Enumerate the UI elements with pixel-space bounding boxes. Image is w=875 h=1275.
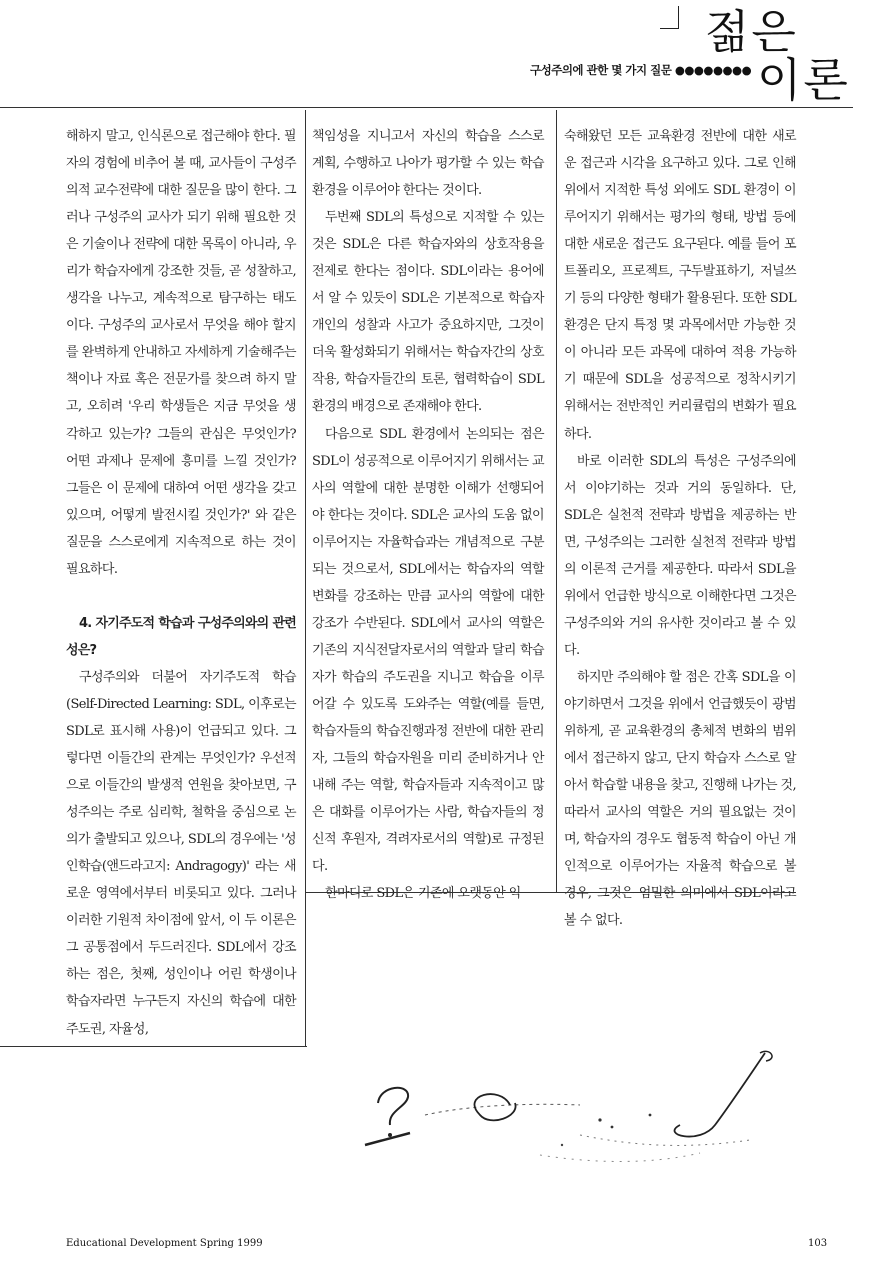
section-heading: 4. 자기주도적 학습과 구성주의와의 관련성은? (66, 615, 296, 658)
paragraph: 숙해왔던 모든 교육환경 전반에 대한 새로운 접근과 시각을 요구하고 있다. 그로 인해 위에서 지적한 특성 외에도 SDL 환경이 이루어지기 위해서는 평가의 형태, 방법 등에 대한 새로운 접근도 요구된다. 예를 들어 포트폴리오, 프로젝트, 구두발표하기, 저널쓰기 등의 다양한 형태가 활용된다. 또한 SDL 환경은 단지 특정 몇 과목에서만 가능한 것이 아니라 모든 과목에 대하여 적용 가능하기 때문에 SDL을 성공적으로 정착시키기 위해서는 전반적인 커리큘럼의 변화가 필요하다. (564, 129, 796, 442)
paragraph: 하지만 주의해야 할 점은 간혹 SDL을 이야기하면서 그것을 위에서 언급했듯이 광범위하게, 곧 교육환경의 총체적 변화의 범위에서 접근하지 않고, 단지 학습자 스스로 알아서 학습할 내용을 찾고, 진행해 나가는 것, 따라서 교사의 역할은 거의 필요없는 것이며, 학습자의 경우도 협동적 학습이 아닌 개인적으로 이루어가는 자율적 학습으로 볼 경우, 그것은 엄밀한 의미에서 SDL이라고 볼 수 없다. (564, 669, 796, 929)
footer-page-number: 103 (808, 1238, 828, 1249)
header-title (705, 5, 855, 107)
column-divider-2 (556, 110, 557, 892)
paragraph: 다음으로 SDL 환경에서 논의되는 점은 SDL이 성공적으로 이루어지기 위해서는 교사의 역할에 대한 분명한 이해가 선행되어야 한다는 것이다. SDL은 교사의 도움 없이 이루어지는 자율학습과는 개념적으로 구분되는 것으로서, SDL에서는 학습자의 역할변화를 강조하는 만큼 교사의 역할에 대한 강조가 수반된다. SDL에서 교사의 역할은 기존의 지식전달자로서의 역할과 달리 학습자가 학습의 주도권을 지니고 학습을 이루어갈 수 있도록 도와주는 역할(예를 들면, 학습자들의 학습진행과정 전반에 대한 관리자, 그들의 학습자원을 미리 준비하거나 안내해 주는 역할, 학습자들과 지속적이고 많은 대화를 이루어가는 사람, 학습자들의 정신적 후원자, 격려자로서의 역할)로 규정된다. (312, 426, 544, 875)
mid-rule (306, 892, 796, 893)
header-title-line1: 젊은 (705, 5, 798, 59)
paragraph: 한마디로 SDL은 기존에 오랫동안 익 (325, 886, 521, 902)
paragraph: 해하지 말고, 인식론으로 접근해야 한다. 필자의 경험에 비추어 볼 때, 교사들이 구성주의적 교수전략에 대한 질문을 많이 한다. 그러나 구성주의 교사가 되기 위해 필요한 것은 기술이나 전략에 대한 목록이 아니라, 우리가 학습자에게 강조한 것들, 곧 성찰하고, 생각을 나누고, 계속적으로 탐구하는 태도이다. 구성주의 교사로서 무엇을 해야 할지를 완벽하게 안내하고 자세하게 기술해주는 책이나 자료 혹은 전문가를 찾으려 하지 말고, 오히려 '우리 학생들은 지금 무엇을 생각하고 있는가? 그들의 관심은 무엇인가? 어떤 과제나 문제에 흥미를 느낄 것인가? 그들은 이 문제에 대하여 어떤 생각을 갖고 있으며, 어떻게 발전시킬 것인가?' 와 같은 질문을 스스로에게 지속적으로 하는 것이 필요하다. (66, 129, 296, 577)
column-3 (564, 123, 796, 934)
top-rule (0, 107, 853, 108)
paragraph: 두번째 SDL의 특성으로 지적할 수 있는 것은 SDL은 다른 학습자와의 상호작용을 전제로 한다는 점이다. SDL이라는 용어에서 알 수 있듯이 SDL은 기본적으로 학습자 개인의 성찰과 사고가 중요하지만, 그것이 더욱 활성화되기 위해서는 학습자간의 상호작용, 학습자들간의 토론, 협력학습이 SDL 환경의 배경으로 존재해야 한다. (312, 210, 544, 415)
paragraph: 바로 이러한 SDL의 특성은 구성주의에서 이야기하는 것과 거의 동일하다. 단, SDL은 실천적 전략과 방법을 제공하는 반면, 구성주의는 그러한 실천적 전략과 방법의 이론적 근거를 제공한다. 따라서 SDL을 위에서 언급한 방식으로 이해한다면 그것은 구성주의와 거의 유사한 것이라고 볼 수 있다. (564, 453, 796, 658)
column-2 (312, 123, 544, 907)
footer-journal: Educational Development Spring 1999 (66, 1238, 263, 1249)
column-1 (66, 123, 296, 1043)
column-divider-1 (305, 110, 306, 1046)
bottom-rule (0, 1046, 307, 1047)
paragraph: 구성주의와 더불어 자기주도적 학습(Self-Directed Learning: SDL, 이후로는 SDL로 표시해 사용)이 언급되고 있다. 그렇다면 이들간의 관계는 무엇인가? 우선적으로 이들간의 발생적 연원을 찾아보면, 구성주의는 주로 심리학, 철학을 중심으로 논의가 출발되고 있으나, SDL의 경우에는 '성인학습(앤드라고지: Andragogy)' 라는 새로운 영역에서부터 비롯되고 있다. 그러나 이러한 기원적 차이점에 앞서, 이 두 이론은 그 공통점에서 두드러진다. SDL에서 강조하는 점은, 첫째, 성인이나 어린 학생이나 학습자라면 누구든지 자신의 학습에 대한 주도권, 자율성, (66, 669, 296, 1037)
header-subtitle: 구성주의에 관한 몇 가지 질문 ●●●●●●●● (530, 63, 752, 77)
decorative-scribble-illustration (350, 1045, 810, 1175)
header-title-line2: 이론 (757, 53, 850, 107)
header-corner-mark (660, 6, 679, 29)
paragraph: 책임성을 지니고서 자신의 학습을 스스로 계획, 수행하고 나아가 평가할 수 있는 학습환경을 이루어야 한다는 것이다. (312, 129, 544, 199)
